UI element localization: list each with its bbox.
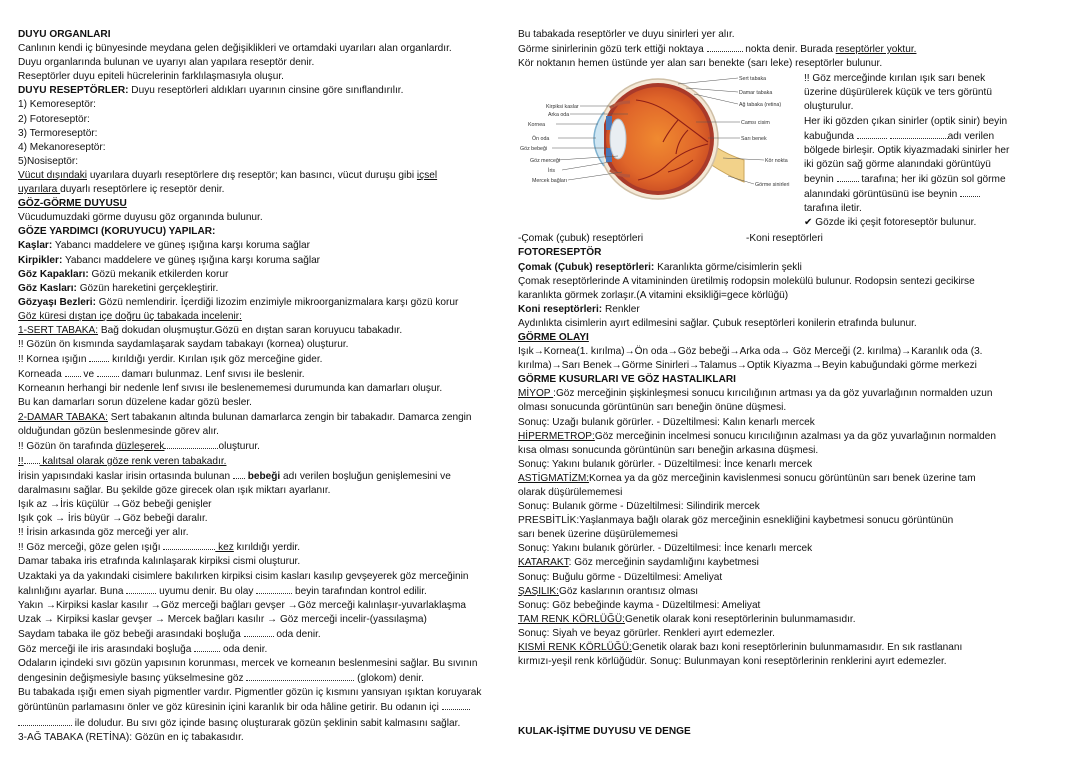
text-line: Göz Kasları: Gözün hareketini gerçekleştirir.: [18, 282, 219, 294]
eye-notes: [804, 72, 1066, 230]
text-line: Bu tabakada reseptörler ve duyu sinirleri yer alır.: [518, 29, 735, 40]
eye-diagram: [518, 72, 798, 206]
note-line: !! Göz merceğinde kırılan ışık sarı benek: [804, 73, 986, 85]
text-line: Duyu organlarında bulunan ve uyarıyı alan yapılara reseptör denir.: [18, 57, 315, 69]
heading-goz-gorme: GÖZ-GÖRME DUYUSU: [18, 198, 127, 210]
text-line: Vücut dışındaki uyarılara duyarlı reseptörlere dış reseptör; kan basıncı, vücut duruşu gibi içsel: [18, 169, 438, 181]
note-line: beynin tarafına; her iki gözün sol görme: [804, 173, 1006, 185]
text-line: !! Kornea ışığın kırıldığı yerdir. Kırılan ışık göz merceğine gider.: [18, 354, 323, 366]
text-line: uyarılara duyarlı reseptörlere iç reseptör denir.: [18, 184, 225, 196]
text-line: sarı benek üzerine düşürülememesi: [518, 529, 678, 541]
text-line: Sonuç: Yakını bulanık görürler. - Düzeltilmesi: İnce kenarlı mercek: [518, 458, 813, 470]
label-sert-tabaka: Sert tabaka: [739, 76, 767, 83]
text-line: kırmızı-yeşil renk körlüğüdür. Sonuç: Bulunmayan koni reseptörlerinin renklerini ayırt edemezler.: [518, 656, 947, 668]
text-line: daralmasını sağlar. Bu şekilde göze girecek olan ışık miktarı ayarlanır.: [18, 485, 331, 496]
text-line: Görme sinirlerinin gözü terk ettiği noktaya nokta denir. Burada reseptörler yoktur.: [518, 44, 917, 56]
text-line: KISMİ RENK KÖRLÜĞÜ:Genetik olarak bazı koni reseptörlerinin bulunmamasıdır. En sık rastlananı: [518, 642, 963, 654]
eye-section: [518, 72, 1066, 230]
text-line: PRESBİTLİK:Yaşlanmaya bağlı olarak göz merceğinin esnekliğini kaybetmesi sonucu görüntünün: [518, 515, 954, 527]
text-line: 1-SERT TABAKA: Bağ dokudan oluşmuştur.Gözü en dıştan saran koruyucu tabakadır.: [18, 324, 403, 336]
text-line: HİPERMETROP:Göz merceğinin incelmesi sonucu kırıcılığının azalması ya da göz yuvarlağının normalden: [518, 430, 996, 442]
text-line: Yakın →Kirpiksi kaslar kasılır →Göz merceği bağları gevşer →Göz merceği kalınlaşır-yuvarlaklaşma: [18, 599, 467, 611]
text-line: Işık→Kornea(1. kırılma)→Ön oda→Göz bebeği→Arka oda→ Göz Merceği (2. kırılma)→Karanlık oda (3.: [518, 346, 983, 358]
text-line: Uzak → Kirpiksi kaslar gevşer → Mercek bağları kasılır → Göz merceği incelir-(yassılaşma): [18, 613, 427, 625]
label-kirpiksi-kaslar: Kirpiksi kaslar: [546, 104, 579, 111]
heading-gorme-kusurlari: GÖRME KUSURLARI VE GÖZ HASTALIKLARI: [518, 374, 736, 386]
text-line: dengesinin değişmesiyle basınç yükselmesine göz (glokom) denir.: [18, 673, 424, 685]
text-line: görüntünün parlamasını önler ve göz küresinin içini karanlık bir oda hâline getirir. Bu odanın içi: [18, 700, 508, 715]
right-column: [518, 28, 1066, 739]
text-line: !! Gözün ön kısmında saydamlaşarak saydam tabakayı (kornea) oluşturur.: [18, 339, 349, 351]
label-arka-oda: Arka oda: [548, 112, 570, 119]
text-line: Aydınlıkta cisimlerin ayırt edilmesini sağlar. Çubuk reseptörleri konilerin etrafında bulunur.: [518, 317, 917, 329]
text-line: Koni reseptörleri: Renkler: [518, 303, 640, 315]
text-line: karanlıkta görmek zorlaşır.(A vitamini eksikliği=gece körlüğü): [518, 289, 789, 301]
receptor-list-item: 1) Kemoreseptör:: [18, 99, 96, 111]
text-line: Gözyaşı Bezleri: Gözü nemlendirir. İçerdiği lizozim enzimiyle mikroorganizmalara karşı gözü korur: [18, 296, 459, 308]
text-line: Kirpikler: Yabancı maddelere ve güneş ışığına karşı koruma sağlar: [18, 254, 321, 266]
text-line: Uzaktaki ya da yakındaki cisimlere bakılırken kirpiksi cisim kasları kasılıp gevşeyerek göz merceğinin: [18, 570, 469, 582]
label-kor-nokta: Kör nokta: [765, 158, 788, 165]
text-line: ile doludur. Bu sıvı göz içinde basınç oluşturarak gözün şeklinin sabit kalmasını sağlar.: [18, 716, 508, 731]
label-kornea: Kornea: [528, 122, 546, 129]
lens-shape: [610, 119, 626, 159]
note-line: Her iki gözden çıkan sinirler (optik sinir) beyin: [804, 115, 1008, 127]
heading-gorme-olayi: GÖRME OLAYI: [518, 331, 589, 343]
text-line: Canlının kendi iç bünyesinde meydana gelen değişiklikleri ve ortamdaki uyarıları alan organlardır.: [18, 43, 452, 55]
text-line: Çomak (Çubuk) reseptörleri: Karanlıkta görme/cisimlerin şekli: [518, 261, 802, 273]
note-line: alanındaki görüntüsünü ise beynin: [804, 187, 1066, 202]
text-line: olarak düşürülememesi: [518, 487, 623, 498]
note-line: tarafına iletir.: [804, 203, 862, 215]
text-line: Göz merceği ile iris arasındaki boşluğa oda denir.: [18, 644, 268, 656]
note-line: üzerine düşürülerek küçük ve ters görüntü: [804, 87, 992, 99]
note-line: oluşturulur.: [804, 101, 854, 113]
label-ag-tabaka: Ağ tabaka (retina): [739, 102, 782, 109]
text-line: !! kalıtsal olarak göze renk veren tabakadır.: [18, 455, 227, 467]
text-line: ŞAŞILIK:Göz kaslarının orantısız olması: [518, 585, 699, 597]
text-line: Çomak reseptörlerinde A vitamininden üretilmiş rodopsin molekülü bulunur. Rodopsin sentezi gecikirse: [518, 275, 975, 287]
text-line: !! İrisin arkasında göz merceği yer alır.: [18, 527, 189, 539]
left-column: [18, 28, 508, 745]
text-line: Kör noktanın hemen üstünde yer alan sarı benekte (sarı leke) reseptörler bulunur.: [518, 58, 883, 70]
text-line: olduğundan gözün beslenmesinde görev alır.: [18, 425, 219, 437]
text-line: Işık az →İris küçülür →Göz bebeği genişler: [18, 499, 212, 511]
eye-cross-section-svg: [518, 72, 798, 206]
text-line: Saydam tabaka ile göz bebeği arasındaki boşluğa oda denir.: [18, 628, 321, 640]
text-line: İrisin yapısındaki kaslar irisin ortasında bulunan bebeği adı verilen boşluğun genişlemesini ve: [18, 470, 451, 482]
text-line: 2-DAMAR TABAKA: Sert tabakanın altında bulunan damarlarca zengin bir tabakadır. Damarca zengin: [18, 411, 472, 423]
heading-kulak: KULAK-İŞİTME DUYUSU VE DENGE: [518, 726, 691, 738]
note-line: ✔ Gözde iki çeşit fotoreseptör bulunur.: [804, 217, 977, 229]
text-line: Sonuç: Buğulu görme - Düzeltilmesi: Ameliyat: [518, 571, 723, 583]
text-line: Damar tabaka iris etrafında kalınlaşarak kirpiksi cismi oluşturur.: [18, 556, 301, 568]
label-camsi-cisim: Camsı cisim: [741, 120, 770, 127]
text-line: TAM RENK KÖRLÜĞÜ:Genetik olarak koni reseptörlerinin bulunmamasıdır.: [518, 613, 856, 625]
note-line: kabuğunda adı verilen: [804, 130, 995, 142]
text-line: kırılma)→Sarı Benek→Görme Sinirleri→Talamus→Optik Kiyazma→Beyin kabuğundaki görme merkezi: [518, 360, 977, 372]
fotoreseptor-types: -Çomak (çubuk) reseptörleri -Koni reseptörleri: [518, 233, 823, 245]
text-line: Sonuç: Yakını bulanık görürler. - Düzeltilmesi: İnce kenarlı mercek: [518, 543, 813, 555]
text-line: olması sonucunda görüntünün sarı beneğin önüne düşmesi.: [518, 402, 787, 414]
text-line: kalınlığını ayarlar. Buna uyumu denir. Bu olay beyin tarafından kontrol edilir.: [18, 585, 427, 597]
receptor-list-item: 5)Nosiseptör:: [18, 155, 79, 167]
text-line: Göz küresi dıştan içe doğru üç tabakada incelenir:: [18, 310, 242, 322]
text-line: Kaşlar: Yabancı maddelere ve güneş ışığına karşı koruma sağlar: [18, 240, 310, 252]
text-line: Sonuç: Uzağı bulanık görürler. - Düzeltilmesi: Kalın kenarlı mercek: [518, 416, 815, 428]
label-goz-bebegi: Göz bebeği: [520, 146, 548, 153]
label-on-oda: Ön oda: [532, 136, 550, 143]
text-line: KATARAKT: Göz merceğinin saydamlığını kaybetmesi: [518, 557, 759, 569]
note-line: bölgede birleşir. Optik kiyazmadaki sinirler her: [804, 144, 1010, 156]
heading-duyu-organlari: DUYU ORGANLARI: [18, 29, 111, 40]
text-line: Sonuç: Göz bebeğinde kayma - Düzeltilmesi: Ameliyat: [518, 599, 761, 611]
text-line: Reseptörler duyu epiteli hücrelerinin farklılaşmasıyla oluşur.: [18, 71, 284, 83]
label-mercek-baglari: Mercek bağları: [532, 178, 568, 185]
text-line: Odaların içindeki sıvı gözün yapısının korunması, mercek ve korneanın beslenmesini sağlar. Bu sıvının: [18, 658, 478, 670]
text-line: Bu tabakada ışığı emen siyah pigmentler vardır. Pigmentler gözün iç kısmını yansıyan ışıktan koruyarak: [18, 687, 482, 699]
duyu-reseptorler-line: DUYU RESEPTÖRLER: Duyu reseptörleri aldıkları uyarının cinsine göre sınıflandırılır.: [18, 85, 404, 97]
text-line: Vücudumuzdaki görme duyusu göz organında bulunur.: [18, 212, 263, 224]
text-line: Işık çok → İris büyür →Göz bebeği daralır.: [18, 513, 208, 525]
text-line: MİYOP :Göz merceğinin şişkinleşmesi sonucu kırıcılığının artması ya da göz yuvarlağının normalden uzun: [518, 388, 993, 400]
label-goz-mercegi: Göz merceği: [530, 158, 561, 165]
text-line: !! Gözün ön tarafında düzleşerek oluşturur.: [18, 440, 260, 452]
label-damar-tabaka: Damar tabaka: [739, 90, 773, 97]
text-line: ASTİGMATİZM:Kornea ya da göz merceğinin kavislenmesi sonucu görüntünün sarı benek üzerine tam: [518, 472, 976, 484]
receptor-list-item: 3) Termoreseptör:: [18, 127, 98, 139]
receptor-list-item: 2) Fotoreseptör:: [18, 113, 90, 125]
receptor-list-item: 4) Mekanoreseptör:: [18, 141, 106, 153]
text-line: !! Göz merceği, göze gelen ışığı kez kırıldığı yerdir.: [18, 542, 301, 554]
text-line: 3-AĞ TABAKA (RETİNA): Gözün en iç tabakasıdır.: [18, 731, 244, 743]
heading-fotoreseptor: FOTORESEPTÖR: [518, 247, 602, 259]
text-line: Korneanın herhangi bir nedenle lenf sıvısı ile beslenememesi durumunda kan damarları oluşur.: [18, 383, 443, 395]
text-line: Sonuç: Siyah ve beyaz görürler. Renkleri ayırt edemezler.: [518, 627, 775, 639]
text-line: Sonuç: Bulanık görme - Düzeltilmesi: Silindirik mercek: [518, 501, 760, 513]
label-sari-benek: Sarı benek: [741, 136, 767, 143]
cornea-shape: [594, 112, 604, 166]
text-line: Bu kan damarları sorun düzelene kadar gözü besler.: [18, 397, 252, 409]
label-gorme-sinirleri: Görme sinirleri: [755, 182, 790, 189]
label-iris: İris: [548, 168, 556, 175]
heading-yardimci-yapilar: GÖZE YARDIMCI (KORUYUCU) YAPILAR:: [18, 226, 216, 238]
text-line: Korneada ve damarı bulunmaz. Lenf sıvısı ile beslenir.: [18, 369, 305, 381]
text-line: kısa olması sonucunda görüntünün sarı beneğin arkasına düşmesi.: [518, 444, 819, 456]
text-line: Göz Kapakları: Gözü mekanik etkilerden korur: [18, 268, 229, 280]
note-line: iki gözün sağ görme alanındaki görüntüyü: [804, 158, 991, 170]
